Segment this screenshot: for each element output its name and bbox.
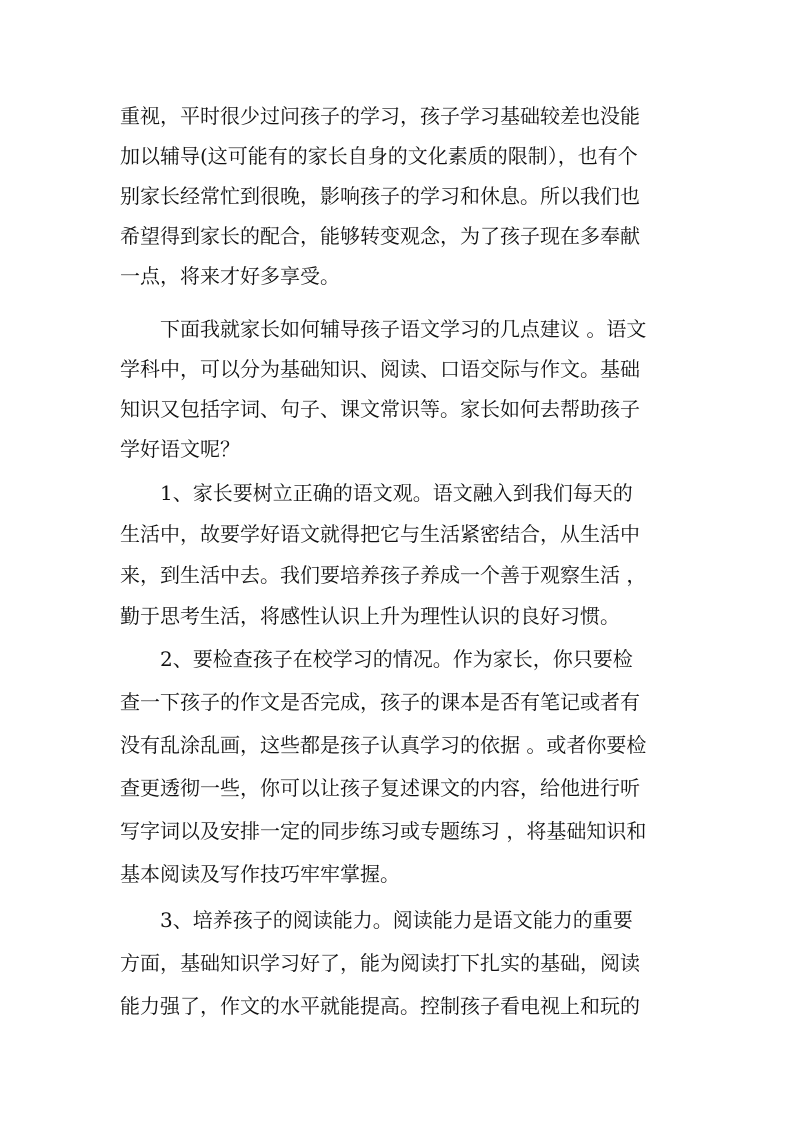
paragraph-first-line: 1、家长要树立正确的语文观。语文融入到我们每天的 [160,481,633,505]
text-line: 希望得到家长的配合，能够转变观念，为了孩子现在多奉献 [120,224,640,248]
text-line: 加以辅导(这可能有的家长自身的文化素质的限制），也有个 [120,144,638,168]
paragraph-first-line: 2、要检查孩子在校学习的情况。作为家长，你只要检 [160,647,633,671]
text-line: 别家长经常忙到很晚，影响孩子的学习和休息。所以我们也 [120,184,640,208]
text-line: 学科中，可以分为基础知识、阅读、口语交际与作文。基础 [120,357,640,381]
text-line: 能力强了，作文的水平就能提高。控制孩子看电视上和玩的 [120,994,640,1018]
paragraph-first-line: 3、培养孩子的阅读能力。阅读能力是语文能力的重要 [160,908,633,932]
text-line: 学好语文呢？ [120,437,240,461]
text-line: 没有乱涂乱画，这些都是孩子认真学习的依据 。或者你要检 [120,733,647,757]
paragraph-first-line: 下面我就家长如何辅导孩子语文学习的几点建议 。语文 [160,317,647,341]
text-line: 生活中，故要学好语文就得把它与生活紧密结合，从生活中 [120,522,640,546]
text-line: 重视，平时很少过问孩子的学习，孩子学习基础较差也没能 [120,104,640,128]
text-line: 来，到生活中去。我们要培养孩子养成一个善于观察生活 ， [120,563,647,587]
text-line: 知识又包括字词、句子、课文常识等。家长如何去帮助孩子 [120,397,640,421]
text-line: 查更透彻一些，你可以让孩子复述课文的内容，给他进行听 [120,776,640,800]
text-line: 方面，基础知识学习好了，能为阅读打下扎实的基础，阅读 [120,951,640,975]
text-line: 写字词以及安排一定的同步练习或专题练习 ，将基础知识和 [120,819,647,843]
text-line: 查一下孩子的作文是否完成，孩子的课本是否有笔记或者有 [120,690,640,714]
text-line: 基本阅读及写作技巧牢牢掌握。 [120,862,400,886]
text-line: 一点，将来才好多享受。 [120,264,340,288]
text-line: 勤于思考生活，将感性认识上升为理性认识的良好习惯。 [120,604,620,628]
